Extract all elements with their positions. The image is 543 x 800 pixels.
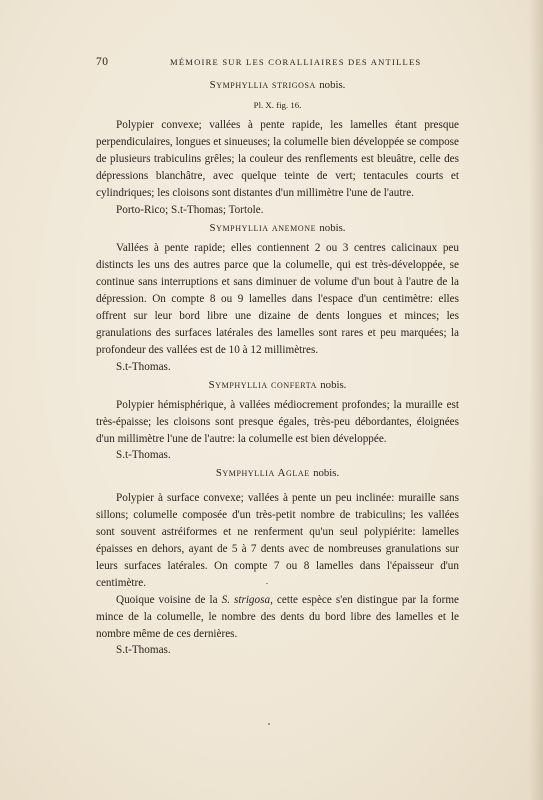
species-author: nobis. [319,79,346,91]
remark-species-ref: S. strigosa [221,593,271,606]
species-author: nobis. [313,467,340,480]
species-locality: Porto-Rico; S.t-Thomas; Tortole. [116,203,264,216]
page-header [96,56,460,70]
section-title [96,464,459,482]
plate-reference: Pl. X. fig. 16. [253,100,302,110]
species-description: Polypier convexe; vallées à pente rapide, les lamelles étant presque perpendiculaires, longues et sinueuses; la columelle bien développée se compose de plusieurs trabiculins grêles; la couleur des renflements est bleuâtre, celle des dépressions blanchâtre, avec quelque teinte de vert; tentacules courts et cylindriques; les cloisons sont distantes d'un millimètre l'une de l'autre. [96,119,459,199]
species-name: Symphyllia conferta [208,378,317,391]
species-section-strigosa [96,76,459,218]
page-body [96,76,459,659]
running-head: MÉMOIRE SUR LES CORALLIAIRES DES ANTILLES [170,57,422,67]
paper-speck [266,583,268,584]
page-number: 70 [96,56,109,68]
species-remark [96,592,459,643]
species-author: nobis. [320,378,347,391]
species-section-aglae [96,464,459,659]
species-name: Symphyllia strigosa [209,79,316,91]
species-locality: S.t-Thomas. [116,449,171,462]
section-title [96,376,459,394]
remark-text: , cette espèce s'en distingue par la forme mince de la columelle, le nombre des dents du bord libre des lamelles et le nombre même de ces dernières. [96,593,459,640]
section-title [96,219,459,237]
remark-text: Quoique voisine de la [116,593,222,606]
species-description: Polypier hémisphérique, à vallées médiocrement profondes; la muraille est très-épaisse; les cloisons sont presque égales, très-peu débordantes, éloignées d'un millimètre l'une de l'autre: la columelle est bien développée. [96,398,459,445]
species-locality: S.t-Thomas. [116,644,171,657]
species-description: Polypier à surface convexe; vallées à pente un peu inclinée: muraille sans sillons; columelle composée d'un très-petit nombre de trabiculins; les vallées sont souvent astréiformes et ne renferment qu'un seul polypiérite: lamelles épaisses en dehors, ayant de 5 à 7 dents avec de nombreuses granulations sur leurs surfaces latérales. On compte 7 ou 8 lamelles dans l'épaisseur d'un centimètre. [96,492,459,589]
species-locality: S.t-Thomas. [116,360,171,373]
paper-speck [268,723,270,725]
species-name: Symphyllia Aglae [215,467,310,480]
section-title [96,76,459,94]
species-description: Vallées à pente rapide; elles contiennent 2 ou 3 centres calicinaux peu distincts les uns des autres parce que la columelle, qui est très-développée, se continue sans interruptions et sans diminuer de volume d'un bout à l'autre de la dépression. On compte 8 ou 9 lamelles dans l'espace d'un centimètre: elles offrent sur leur bord libre une dizaine de dents longues et minces; les granulations des surfaces latérales des lamelles sont rares et peu marquées; la profondeur des vallées est de 10 à 12 millimètres. [96,242,459,356]
page-gutter-shadow [529,0,543,800]
species-section-anemone [96,219,459,375]
species-section-conferta [96,376,459,465]
species-name: Symphyllia anemone [209,222,317,235]
species-author: nobis. [319,222,346,235]
